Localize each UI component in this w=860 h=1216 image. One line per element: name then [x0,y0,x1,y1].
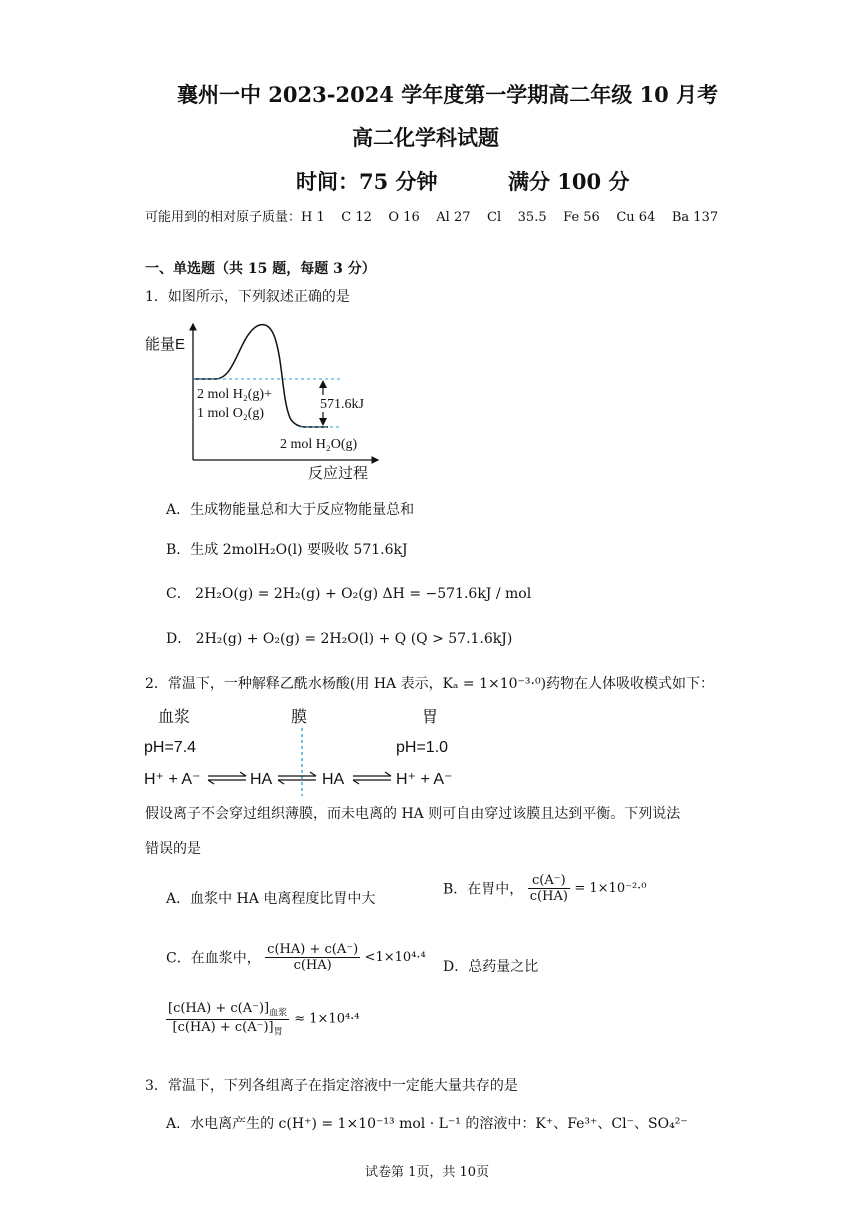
exam-subject: 高二化学科试题 [352,125,499,150]
q1-option-a[interactable]: A．生成物能量总和大于反应物能量总和 [166,502,415,518]
absorption-diagram [140,700,470,798]
q2-option-d-fraction [166,1001,289,1037]
q2-option-d-suffix: ≈ 1×10⁴·⁴ [294,1011,360,1027]
plasma-ph: pH=7.4 [144,739,197,756]
x-axis-label: 反应过程 [308,465,369,482]
section-heading: 一、单选题（共 15 题，每题 3 分） [145,261,376,277]
exam-time: 时间：75 分钟 [296,169,438,194]
reactants-label-1: 2 mol H₂(g)+ [197,387,272,402]
numerator-text: [c(HA) + c(A⁻)] [168,1001,270,1016]
question-2-stem: 2．常温下，一种解释乙酰水杨酸(用 HA 表示，Kₐ = 1×10⁻³·⁰)药物在人体吸收模式如下： [145,676,715,692]
fraction-denominator: c(HA) [529,889,568,904]
fraction-numerator: c(HA) + c(A⁻) [267,942,359,957]
stomach-ph: pH=1.0 [396,739,449,756]
ha-plasma: HA [250,771,273,788]
plasma-label: 血浆 [158,709,191,726]
q2-option-c-prefix: C．在血浆中， [166,950,261,967]
q2-option-b[interactable] [443,873,647,904]
fraction-numerator [166,1001,289,1020]
q2-option-d[interactable]: D．总药量之比 [443,959,539,975]
q2-option-c-fraction [265,942,360,973]
membrane-label: 膜 [291,709,308,726]
q2-option-d-formula [166,1001,360,1037]
question-1-stem: 1．如图所示，下列叙述正确的是 [145,289,350,305]
ha-stomach: HA [322,771,345,788]
atomic-masses: 可能用到的相对原子质量：H 1 C 12 O 16 Al 27 Cl 35.5 Fe 56 Cu 64 Ba 137 [145,210,719,225]
q2-paragraph-1: 假设离子不会穿过组织薄膜，而未电离的 HA 则可自由穿过该膜且达到平衡。下列说法 [145,806,681,822]
q1-option-b[interactable]: B．生成 2molH₂O(l) 要吸收 571.6kJ [166,542,408,558]
q2-option-b-prefix: B．在胃中， [443,881,524,898]
delta-h-label: 571.6kJ [320,397,364,412]
exam-full-score: 满分 100 分 [508,169,630,194]
q2-option-b-fraction [528,873,570,904]
energy-diagram [140,318,390,483]
numerator-subscript: 血浆 [269,1008,288,1019]
reactants-label-2: 1 mol O₂(g) [197,406,265,421]
plasma-ions: H⁺ + A⁻ [144,771,201,788]
denominator-subscript: 胃 [273,1027,283,1038]
q2-option-c-suffix: <1×10⁴·⁴ [364,950,426,965]
q1-option-d[interactable]: D． 2H₂(g) + O₂(g) = 2H₂O(l) + Q (Q > 57.1.6kJ) [166,631,513,647]
y-axis-label: 能量E [145,336,186,353]
q2-option-a[interactable]: A．血浆中 HA 电离程度比胃中大 [166,891,376,907]
stomach-label: 胃 [422,709,439,726]
denominator-text: [c(HA) + c(A⁻)] [172,1019,274,1035]
exam-title: 襄州一中 2023-2024 学年度第一学期高二年级 10 月考 [177,82,719,107]
product-label: 2 mol H₂O(g) [280,437,358,452]
q2-option-c[interactable] [166,942,426,973]
fraction-denominator: c(HA) [293,958,332,973]
question-3-stem: 3．常温下，下列各组离子在指定溶液中一定能大量共存的是 [145,1078,518,1094]
page-footer: 试卷第 1页，共 10页 [365,1165,490,1180]
fraction-denominator [166,1020,289,1038]
q2-paragraph-2: 错误的是 [145,841,201,857]
q1-option-c[interactable]: C． 2H₂O(g) = 2H₂(g) + O₂(g) ΔH = −571.6kJ / mol [166,586,532,602]
fraction-numerator: c(A⁻) [528,873,570,889]
q3-option-a[interactable]: A．水电离产生的 c(H⁺) = 1×10⁻¹³ mol · L⁻¹ 的溶液中：K⁺、Fe³⁺、Cl⁻、SO₄²⁻ [166,1116,688,1132]
q2-option-b-suffix: = 1×10⁻²·⁰ [574,881,647,896]
stomach-ions: H⁺ + A⁻ [396,771,453,788]
